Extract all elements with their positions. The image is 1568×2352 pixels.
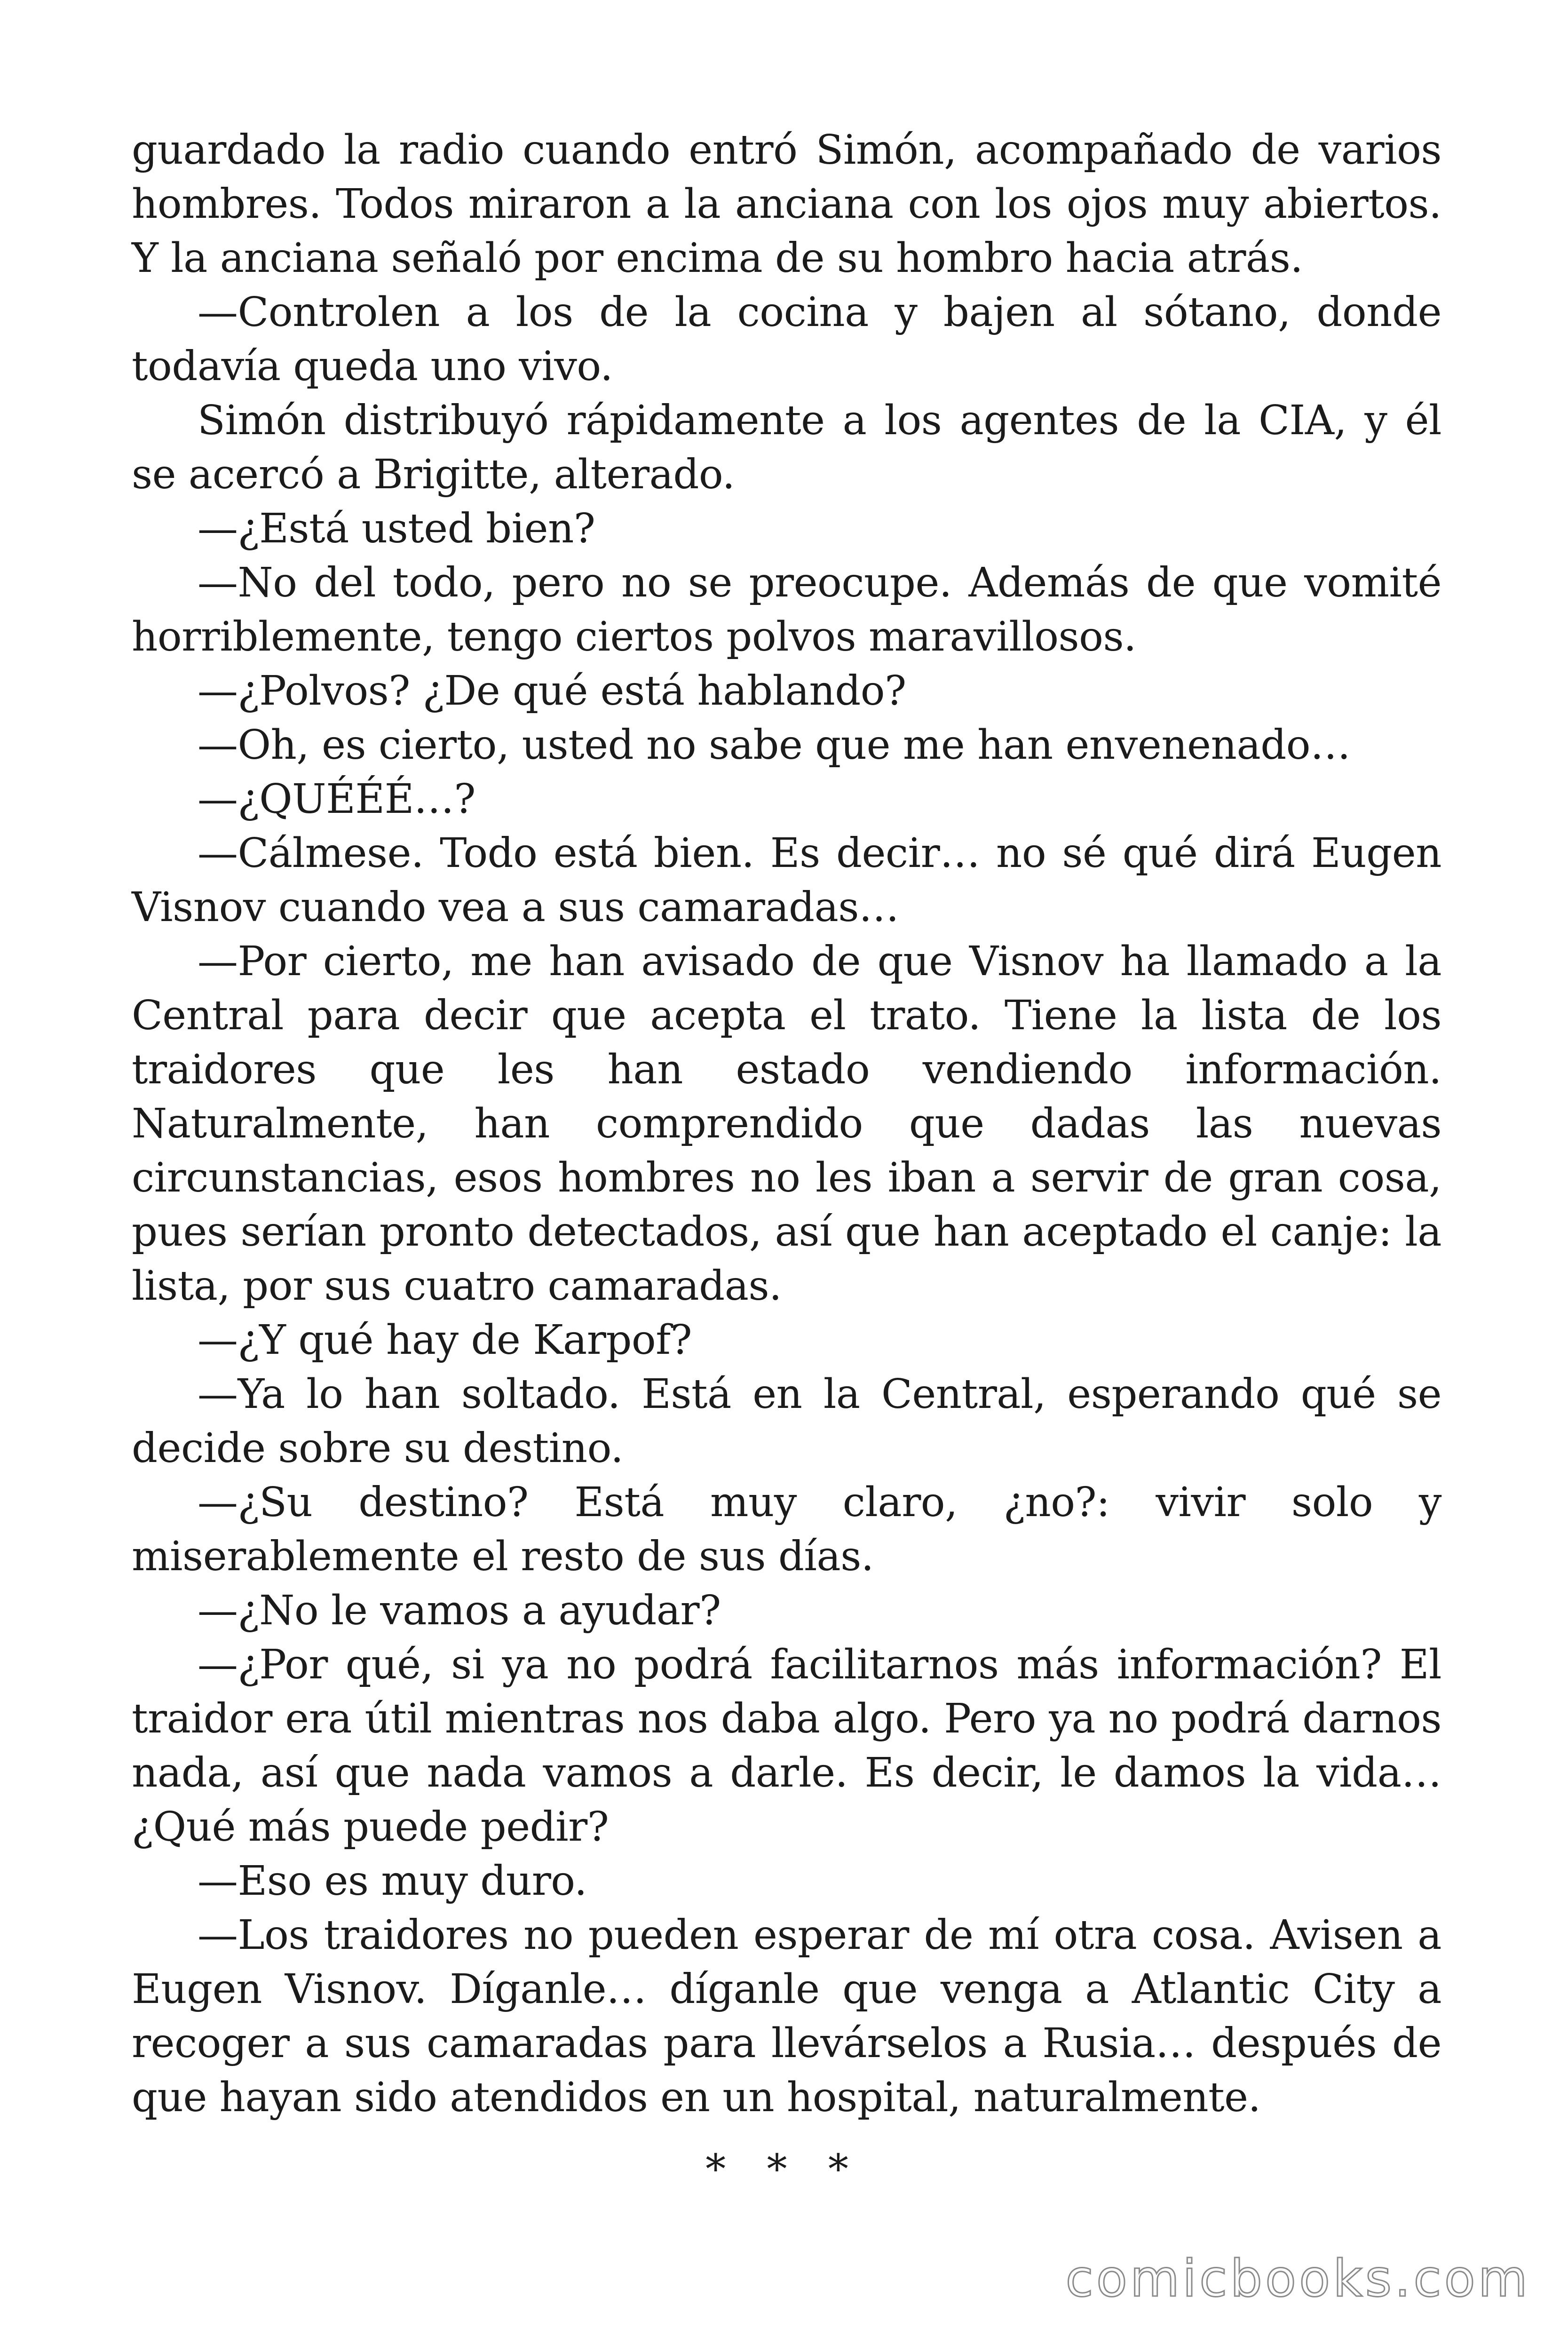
paragraph: —¿Polvos? ¿De qué está hablando? (198, 667, 906, 715)
paragraph: —¿Está usted bien? (198, 505, 595, 552)
paragraph: —Eso es muy duro. (198, 1858, 587, 1905)
paragraph: guardado la radio cuando entró Simón, acompañado de varios hombres. Todos miraron a la anciana con los ojos muy abiertos. Y la anciana señaló por encima de su hombro hacia atrás. (132, 127, 1441, 282)
paragraph: —Por cierto, me han avisado de que Visnov ha llamado a la Central para decir que acepta el trato. Tiene la lista de los traidores que les han estado vendiendo información. Naturalmente, han comprendido que dadas las nuevas circunstancias, esos hombres no les iban a servir de gran cosa, pues serían pronto detectados, así que han aceptado el canje: la lista, por sus cuatro camaradas. (132, 938, 1441, 1310)
paragraph: —Los traidores no pueden esperar de mí otra cosa. Avisen a Eugen Visnov. Díganle… díganle que venga a Atlantic City a recoger a sus camaradas para llevárselos a Rusia… después de que hayan sido atendidos en un hospital, naturalmente. (132, 1912, 1441, 2121)
paragraph: —Ya lo han soltado. Está en la Central, esperando qué se decide sobre su destino. (132, 1371, 1441, 1472)
paragraph: Simón distribuyó rápidamente a los agentes de la CIA, y él se acercó a Brigitte, alterado. (132, 397, 1441, 498)
paragraph: —¿Por qué, si ya no podrá facilitarnos más información? El traidor era útil mientras nos daba algo. Pero ya no podrá darnos nada, así que nada vamos a darle. Es decir, le damos la vida… ¿Qué más puede pedir? (132, 1641, 1441, 1851)
paragraph: —Controlen a los de la cocina y bajen al sótano, donde todavía queda uno vivo. (132, 289, 1441, 390)
section-separator: * * * (705, 2146, 863, 2193)
paragraph: —¿QUÉÉÉ…? (198, 776, 476, 823)
page-text (132, 123, 1441, 2125)
paragraph: —Cálmese. Todo está bien. Es decir… no sé qué dirá Eugen Visnov cuando vea a sus camaradas… (132, 830, 1441, 931)
paragraph: —¿No le vamos a ayudar? (198, 1587, 721, 1634)
paragraph: —¿Y qué hay de Karpof? (198, 1317, 692, 1364)
paragraph: —¿Su destino? Está muy claro, ¿no?: vivir solo y miserablemente el resto de sus días. (132, 1479, 1441, 1580)
paragraph: —No del todo, pero no se preocupe. Además de que vomité horriblemente, tengo ciertos polvos maravillosos. (132, 559, 1441, 660)
watermark: comicbooks.com (1065, 2249, 1530, 2308)
paragraph: —Oh, es cierto, usted no sabe que me han envenenado… (198, 722, 1351, 769)
